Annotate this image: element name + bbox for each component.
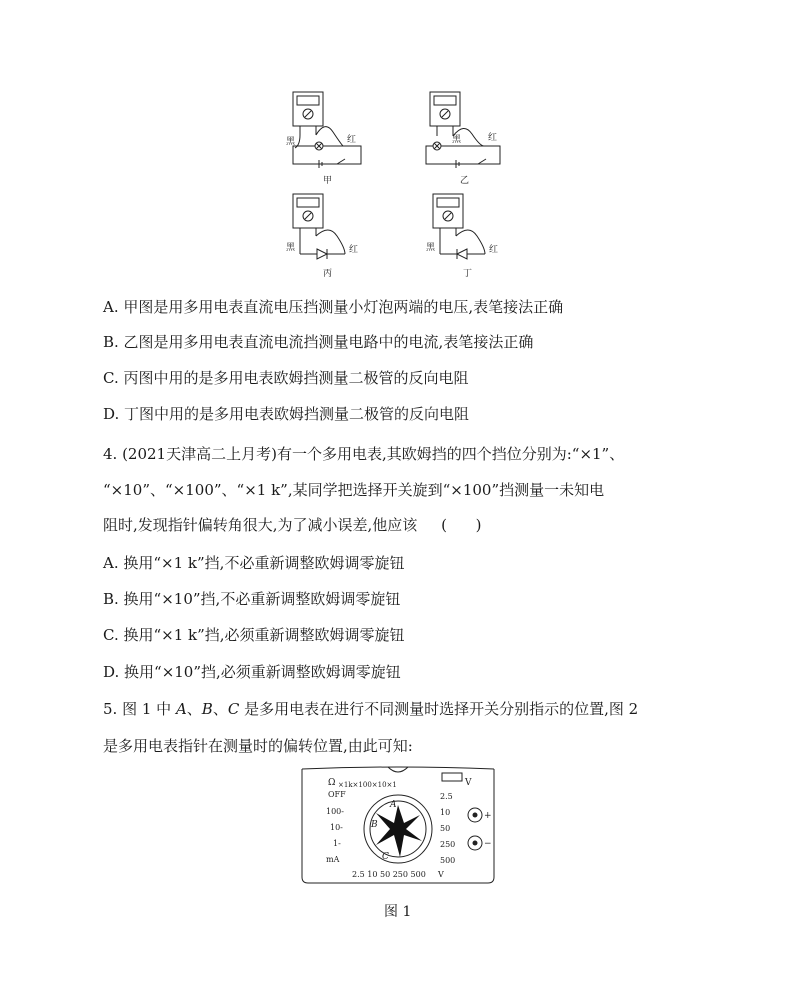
red-probe-label: 红	[347, 135, 357, 145]
q5-sep: 、	[212, 700, 228, 718]
diagram-caption: 乙	[460, 176, 470, 186]
q5-sep: 、	[186, 700, 202, 718]
diagram-jia	[285, 90, 375, 190]
q4-option-b: B. 换用“×10”挡,不必重新调整欧姆调零旋钮	[103, 590, 401, 608]
q3-option-c: C. 丙图中用的是多用电表欧姆挡测量二极管的反向电阻	[103, 369, 469, 387]
q4-option-d: D. 换用“×10”挡,必须重新调整欧姆调零旋钮	[103, 663, 401, 681]
red-probe-label: 红	[488, 133, 498, 143]
bottom-v-ticks: 2.5 10 50 250 500	[352, 870, 426, 879]
ma-label: mA	[326, 855, 340, 864]
plus-terminal-label: +	[484, 811, 492, 821]
q3-option-d: D. 丁图中用的是多用电表欧姆挡测量二极管的反向电阻	[103, 405, 470, 423]
q5-stem-line1	[103, 699, 638, 719]
q5-text: 是多用电表在进行不同测量时选择开关分别指示的位置,图 2	[239, 700, 639, 718]
ma-tick-10: 10-	[330, 823, 343, 832]
black-probe-label: 黑	[426, 243, 436, 253]
q4-stem-line1: 4. (2021天津高二上月考)有一个多用电表,其欧姆挡的四个挡位分别为:“×1”、	[103, 445, 625, 463]
diagram-yi	[422, 90, 512, 190]
position-c: C	[382, 852, 389, 862]
red-probe-label: 红	[489, 245, 499, 255]
position-b: B	[371, 820, 378, 830]
ma-tick-1: 1-	[333, 839, 341, 848]
diagram-caption: 丙	[323, 269, 333, 279]
v-tick-50: 50	[440, 824, 451, 833]
minus-terminal-label: −	[484, 839, 492, 849]
figure-1-caption: 图 1	[384, 904, 412, 920]
position-a: A	[390, 800, 397, 810]
q5-pos-c: C	[227, 700, 240, 718]
diagram-bing	[285, 190, 375, 282]
black-probe-label: 黑	[286, 243, 296, 253]
q5-stem-line2: 是多用电表指针在测量时的偏转位置,由此可知:	[103, 737, 413, 755]
q3-option-b: B. 乙图是用多用电表直流电流挡测量电路中的电流,表笔接法正确	[103, 333, 534, 351]
v-tick-2-5: 2.5	[440, 792, 453, 801]
diagram-caption: 甲	[323, 176, 333, 186]
q4-stem-line3: 阻时,发现指针偏转角很大,为了减小误差,他应该 ( )	[103, 516, 482, 534]
v-tick-500: 500	[440, 856, 456, 865]
q4-option-a: A. 换用“×1 k”挡,不必重新调整欧姆调零旋钮	[103, 554, 405, 572]
figure-1-multimeter	[300, 765, 496, 885]
off-label: OFF	[328, 790, 346, 799]
q5-pos-a: A	[175, 700, 187, 718]
diagram-ding	[425, 190, 515, 282]
q4-stem-line2: “×10”、“×100”、“×1 k”,某同学把选择开关旋到“×100”挡测量一未知电	[103, 481, 605, 499]
omega-label: Ω	[328, 778, 336, 788]
q5-pos-b: B	[201, 700, 213, 718]
q3-option-a: A. 甲图是用多用电表直流电压挡测量小灯泡两端的电压,表笔接法正确	[103, 298, 564, 316]
v-tick-10: 10	[440, 808, 451, 817]
ma-tick-100: 100-	[326, 807, 344, 816]
bottom-v-label: V	[438, 870, 444, 879]
black-probe-label: 黑	[452, 135, 462, 145]
diagram-caption: 丁	[463, 269, 473, 279]
black-probe-label: 黑	[286, 137, 296, 147]
q4-option-c: C. 换用“×1 k”挡,必须重新调整欧姆调零旋钮	[103, 626, 405, 644]
q5-text: 5. 图 1 中	[103, 700, 176, 718]
red-probe-label: 红	[349, 245, 359, 255]
v-tick-250: 250	[440, 840, 456, 849]
ohm-ranges: ×1k×100×10×1	[338, 781, 397, 789]
v-label: V	[465, 778, 472, 788]
